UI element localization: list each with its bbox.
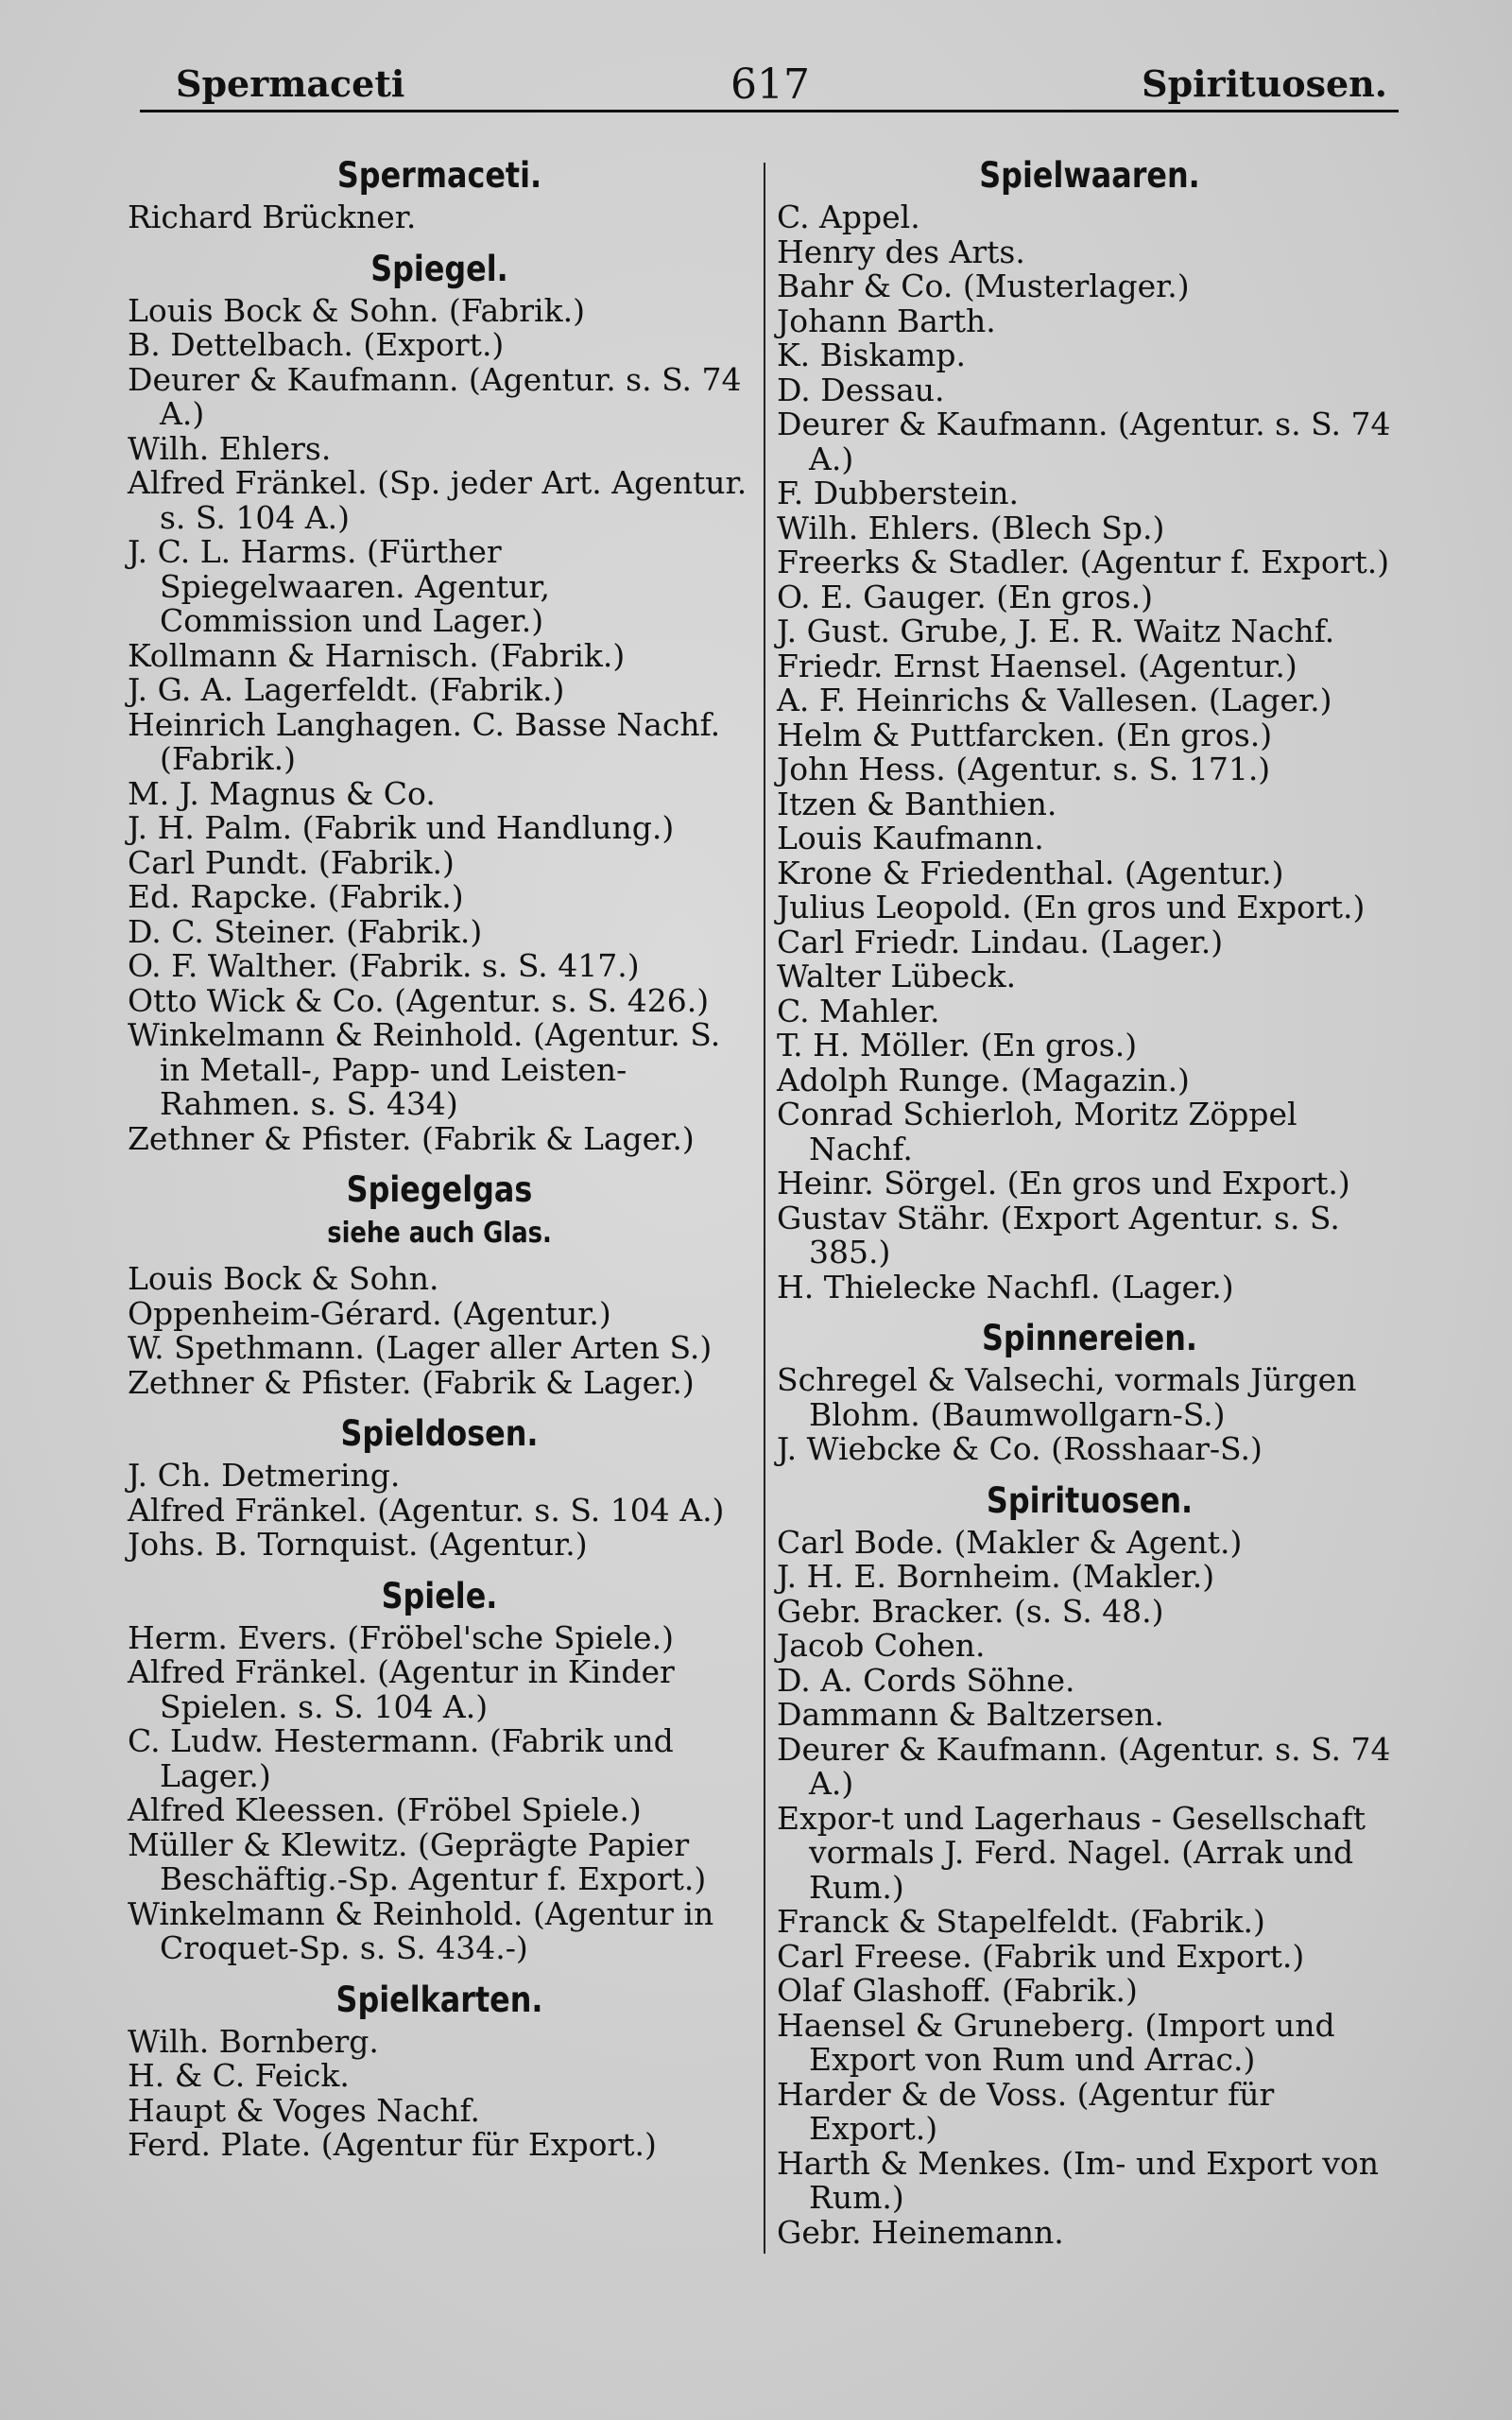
header-left-keyword: Spermaceti: [176, 62, 405, 105]
directory-entry: C. Mahler.: [777, 992, 940, 1029]
directory-entry: Haupt & Voges Nachf.: [128, 2091, 481, 2129]
directory-entry: Haensel & Gruneberg. (Import und Export von Rum und Arrac.): [777, 2006, 1335, 2078]
directory-entry: C. Ludw. Hestermann. (Fabrik und Lager.): [128, 1722, 674, 1794]
directory-entry: Schregel & Valsechi, vormals Jürgen Blohm. (Baumwollgarn-S.): [777, 1361, 1357, 1433]
directory-entry: Julius Leopold. (En gros und Export.): [777, 889, 1366, 925]
section-spinnereien: [777, 1318, 1402, 1467]
directory-entry: Friedr. Ernst Haensel. (Agentur.): [777, 647, 1297, 684]
section-spiegelgas: [128, 1169, 751, 1400]
header-right-keyword: Spirituosen.: [1142, 62, 1387, 105]
directory-entry: F. Dubberstein.: [777, 475, 1020, 511]
directory-entry: J. G. A. Lagerfeldt. (Fabrik.): [128, 671, 565, 708]
section-spirituosen: [777, 1480, 1402, 2251]
directory-entry: Conrad Schierloh, Moritz Zöppel Nachf.: [777, 1096, 1297, 1167]
directory-entry: K. Biskamp.: [777, 337, 966, 373]
directory-entry: Alfred Kleessen. (Fröbel Spiele.): [128, 1791, 642, 1828]
directory-entry: Louis Bock & Sohn. (Fabrik.): [128, 291, 585, 329]
directory-entry: J. H. E. Bornheim. (Makler.): [777, 1558, 1215, 1595]
directory-entry: Walter Lübeck.: [777, 958, 1017, 994]
directory-entry: Carl Friedr. Lindau. (Lager.): [777, 923, 1224, 960]
directory-entry: Ferd. Plate. (Agentur für Export.): [128, 2126, 657, 2163]
directory-entry: Deurer & Kaufmann. (Agentur. s. S. 74 A.): [128, 360, 742, 432]
directory-entry: C. Appel.: [777, 199, 920, 235]
page-header: [140, 55, 1397, 112]
section-heading: Spiele.: [381, 1575, 498, 1616]
section-heading: Spielwaaren.: [979, 155, 1200, 196]
directory-entry: J. Wiebcke & Co. (Rosshaar-S.): [777, 1430, 1263, 1467]
directory-entry: A. F. Heinrichs & Vallesen. (Lager.): [777, 682, 1332, 718]
directory-entry: Winkelmann & Reinhold. (Agentur in Croquet-Sp. s. S. 434.-): [128, 1894, 714, 1966]
directory-entry: D. A. Cords Söhne.: [777, 1661, 1075, 1699]
directory-entry: Gebr. Heinemann.: [777, 2213, 1064, 2251]
section-heading: Spieldosen.: [340, 1413, 539, 1454]
directory-entry: Freerks & Stadler. (Agentur f. Export.): [777, 544, 1390, 580]
section-spielkarten: [128, 1979, 751, 2163]
directory-entry: Alfred Fränkel. (Agentur. s. S. 104 A.): [128, 1491, 725, 1529]
directory-entry: Zethner & Pfister. (Fabrik & Lager.): [128, 1119, 695, 1157]
directory-entry: Ed. Rapcke. (Fabrik.): [128, 878, 464, 915]
section-heading: Spinnereien.: [981, 1318, 1197, 1358]
directory-entry: Wilh. Ehlers. (Blech Sp.): [777, 509, 1165, 546]
left-column: [128, 142, 751, 2163]
directory-entry: W. Spethmann. (Lager aller Arten S.): [128, 1329, 713, 1366]
directory-entry: Johs. B. Tornquist. (Agentur.): [128, 1526, 588, 1563]
section-spielwaaren: [777, 155, 1402, 1305]
directory-entry: Expor-t und Lagerhaus - Gesellschaft vormals J. Ferd. Nagel. (Arrak und Rum.): [777, 1799, 1366, 1906]
directory-entry: M. J. Magnus & Co.: [128, 774, 436, 812]
section-spieldosen: [128, 1413, 751, 1563]
section-spiele: [128, 1576, 751, 1966]
page-number: 617: [730, 60, 810, 109]
directory-entry: D. Dessau.: [777, 371, 945, 408]
directory-entry: Gustav Stähr. (Export Agentur. s. S. 385.): [777, 1199, 1340, 1270]
directory-entry: Henry des Arts.: [777, 233, 1025, 270]
directory-entry: Richard Brückner.: [128, 199, 417, 235]
directory-entry: J. Gust. Grube, J. E. R. Waitz Nachf.: [777, 613, 1335, 649]
directory-entry: O. E. Gauger. (En gros.): [777, 578, 1154, 615]
directory-entry: H. & C. Feick.: [128, 2057, 350, 2094]
directory-entry: H. Thielecke Nachfl. (Lager.): [777, 1268, 1234, 1305]
header-rule: [140, 110, 1399, 112]
directory-entry: Dammann & Baltzersen.: [777, 1696, 1164, 1733]
directory-entry: B. Dettelbach. (Export.): [128, 326, 505, 363]
directory-entry: Adolph Runge. (Magazin.): [777, 1061, 1190, 1098]
directory-entry: Deurer & Kaufmann. (Agentur. s. S. 74 A.): [777, 406, 1391, 477]
column-divider: [764, 163, 765, 2254]
directory-entry: Kollmann & Harnisch. (Fabrik.): [128, 636, 626, 674]
section-subheading: siehe auch Glas.: [327, 1217, 552, 1250]
directory-entry: Otto Wick & Co. (Agentur. s. S. 426.): [128, 981, 710, 1019]
directory-entry: O. F. Walther. (Fabrik. s. S. 417.): [128, 947, 640, 984]
section-spermaceti: [128, 155, 751, 235]
directory-entry: Deurer & Kaufmann. (Agentur. s. S. 74 A.): [777, 1730, 1391, 1802]
directory-entry: Herm. Evers. (Fröbel'sche Spiele.): [128, 1618, 674, 1656]
directory-entry: Jacob Cohen.: [777, 1627, 986, 1664]
directory-entry: Müller & Klewitz. (Geprägte Papier Beschäftig.-Sp. Agentur f. Export.): [128, 1825, 707, 1897]
directory-entry: J. Ch. Detmering.: [128, 1457, 401, 1494]
directory-entry: Winkelmann & Reinhold. (Agentur. S. in Metall-, Papp- und Leisten-Rahmen. s. S. 434): [128, 1016, 721, 1122]
directory-entry: Louis Kaufmann.: [777, 820, 1044, 856]
directory-entry: John Hess. (Agentur. s. S. 171.): [777, 751, 1271, 787]
directory-entry: J. H. Palm. (Fabrik und Handlung.): [128, 809, 675, 846]
directory-entry: Bahr & Co. (Musterlager.): [777, 268, 1190, 304]
directory-entry: Helm & Puttfarcken. (En gros.): [777, 716, 1273, 753]
directory-entry: Alfred Fränkel. (Agentur in Kinder Spielen. s. S. 104 A.): [128, 1653, 675, 1725]
directory-entry: Carl Pundt. (Fabrik.): [128, 843, 455, 881]
right-column: [777, 142, 1402, 2250]
directory-entry: Louis Bock & Sohn.: [128, 1260, 439, 1297]
directory-entry: Harder & de Voss. (Agentur für Export.): [777, 2075, 1275, 2147]
directory-entry: Carl Freese. (Fabrik und Export.): [777, 1937, 1305, 1975]
directory-entry: Oppenheim-Gérard. (Agentur.): [128, 1294, 611, 1332]
directory-entry: Olaf Glashoff. (Fabrik.): [777, 1972, 1138, 2009]
directory-entry: Johann Barth.: [777, 302, 996, 339]
directory-entry: Zethner & Pfister. (Fabrik & Lager.): [128, 1363, 695, 1401]
directory-entry: Heinr. Sörgel. (En gros und Export.): [777, 1165, 1350, 1201]
directory-entry: T. H. Möller. (En gros.): [777, 1027, 1138, 1063]
section-spiegel: [128, 249, 751, 1157]
directory-entry: Heinrich Langhagen. C. Basse Nachf. (Fabrik.): [128, 705, 721, 777]
directory-entry: Franck & Stapelfeldt. (Fabrik.): [777, 1903, 1265, 1940]
directory-entry: Wilh. Ehlers.: [128, 429, 332, 467]
directory-entry: Alfred Fränkel. (Sp. jeder Art. Agentur. s. S. 104 A.): [128, 464, 747, 536]
section-heading: Spiegelgas: [346, 1169, 533, 1210]
directory-entry: J. C. L. Harms. (Fürther Spiegelwaaren. Agentur, Commission und Lager.): [128, 533, 551, 639]
directory-entry: Wilh. Bornberg.: [128, 2022, 379, 2060]
section-heading: Spermaceti.: [336, 155, 542, 196]
directory-entry: Krone & Friedenthal. (Agentur.): [777, 854, 1284, 891]
section-heading: Spiegel.: [370, 248, 508, 289]
directory-entry: D. C. Steiner. (Fabrik.): [128, 912, 483, 950]
directory-entry: Carl Bode. (Makler & Agent.): [777, 1523, 1243, 1561]
directory-entry: Itzen & Banthien.: [777, 785, 1057, 822]
directory-entry: Harth & Menkes. (Im- und Export von Rum.): [777, 2144, 1380, 2216]
directory-entry: Gebr. Bracker. (s. S. 48.): [777, 1592, 1164, 1630]
section-heading: Spielkarten.: [335, 1979, 543, 2020]
section-heading: Spirituosen.: [986, 1479, 1194, 1521]
